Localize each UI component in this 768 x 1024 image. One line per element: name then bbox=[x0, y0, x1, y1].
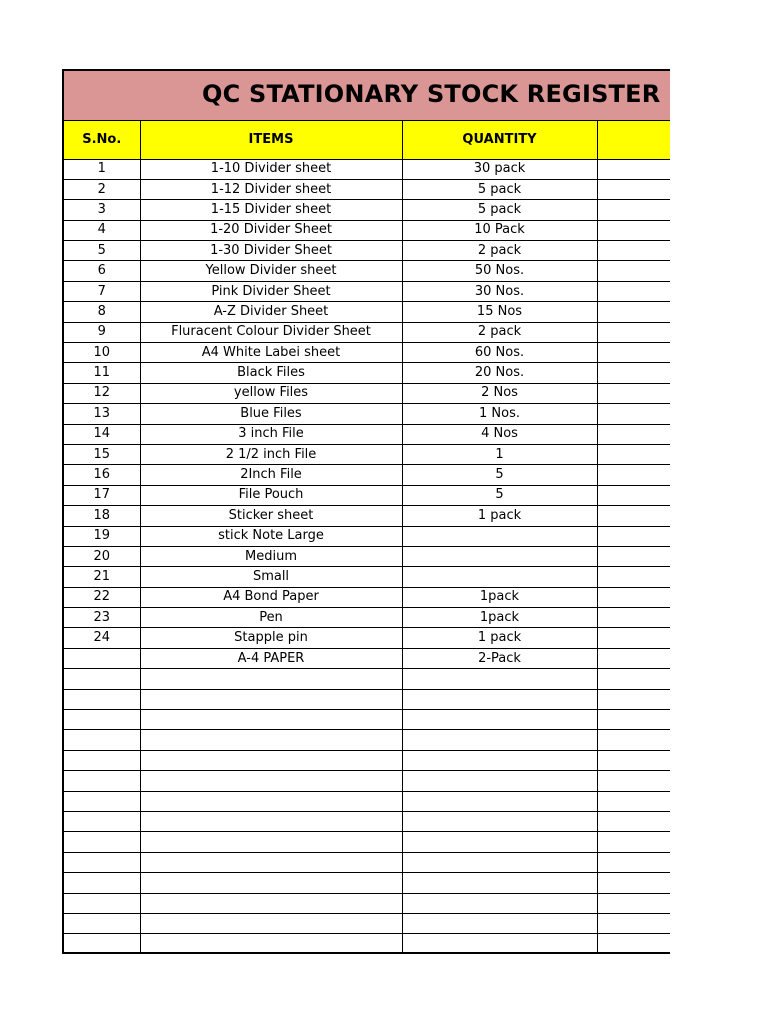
item-cell[interactable]: 1-10 Divider sheet bbox=[140, 159, 402, 179]
quantity-cell[interactable] bbox=[402, 710, 597, 730]
extra-cell[interactable] bbox=[597, 444, 670, 464]
extra-cell[interactable] bbox=[597, 750, 670, 770]
extra-cell[interactable] bbox=[597, 628, 670, 648]
extra-cell[interactable] bbox=[597, 648, 670, 668]
item-cell[interactable] bbox=[140, 791, 402, 811]
table-row bbox=[64, 913, 670, 933]
quantity-cell[interactable]: 60 Nos. bbox=[402, 343, 597, 363]
quantity-cell[interactable]: 2 pack bbox=[402, 322, 597, 342]
table-row bbox=[64, 689, 670, 709]
item-cell[interactable]: Black Files bbox=[140, 363, 402, 383]
quantity-cell[interactable]: 1 pack bbox=[402, 628, 597, 648]
sno-cell[interactable]: 14 bbox=[64, 424, 140, 444]
extra-cell[interactable] bbox=[597, 913, 670, 933]
table-row bbox=[64, 546, 670, 566]
sno-cell[interactable] bbox=[64, 934, 140, 954]
quantity-cell[interactable]: 20 Nos. bbox=[402, 363, 597, 383]
quantity-cell[interactable]: 1 Nos. bbox=[402, 404, 597, 424]
item-cell[interactable] bbox=[140, 689, 402, 709]
sno-cell[interactable]: 5 bbox=[64, 241, 140, 261]
table-row bbox=[64, 241, 670, 261]
quantity-cell[interactable]: 2 pack bbox=[402, 241, 597, 261]
quantity-cell[interactable] bbox=[402, 771, 597, 791]
item-cell[interactable]: 2 1/2 inch File bbox=[140, 444, 402, 464]
sno-cell[interactable] bbox=[64, 710, 140, 730]
item-cell[interactable]: Small bbox=[140, 567, 402, 587]
table-row bbox=[64, 343, 670, 363]
extra-cell[interactable] bbox=[597, 934, 670, 954]
item-cell[interactable] bbox=[140, 893, 402, 913]
table-row bbox=[64, 322, 670, 342]
extra-cell[interactable] bbox=[597, 730, 670, 750]
item-cell[interactable]: 1-30 Divider Sheet bbox=[140, 241, 402, 261]
quantity-cell[interactable] bbox=[402, 669, 597, 689]
sno-cell[interactable]: 1 bbox=[64, 159, 140, 179]
extra-cell[interactable] bbox=[597, 302, 670, 322]
quantity-cell[interactable] bbox=[402, 526, 597, 546]
quantity-cell[interactable] bbox=[402, 791, 597, 811]
extra-cell[interactable] bbox=[597, 424, 670, 444]
extra-cell[interactable] bbox=[597, 832, 670, 852]
quantity-cell[interactable]: 30 Nos. bbox=[402, 281, 597, 301]
quantity-cell[interactable]: 1pack bbox=[402, 587, 597, 607]
item-cell[interactable]: Yellow Divider sheet bbox=[140, 261, 402, 281]
table-row bbox=[64, 404, 670, 424]
table-row bbox=[64, 200, 670, 220]
quantity-cell[interactable]: 1 pack bbox=[402, 506, 597, 526]
item-cell[interactable]: 3 inch File bbox=[140, 424, 402, 444]
sno-cell[interactable]: 16 bbox=[64, 465, 140, 485]
table-row bbox=[64, 159, 670, 179]
item-cell[interactable] bbox=[140, 669, 402, 689]
table-row bbox=[64, 852, 670, 872]
item-cell[interactable] bbox=[140, 832, 402, 852]
extra-cell[interactable] bbox=[597, 159, 670, 179]
quantity-cell[interactable] bbox=[402, 832, 597, 852]
quantity-cell[interactable] bbox=[402, 913, 597, 933]
quantity-cell[interactable] bbox=[402, 689, 597, 709]
table-row bbox=[64, 832, 670, 852]
sno-cell[interactable]: 11 bbox=[64, 363, 140, 383]
sno-cell[interactable] bbox=[64, 852, 140, 872]
item-cell[interactable] bbox=[140, 730, 402, 750]
quantity-cell[interactable] bbox=[402, 750, 597, 770]
table-row bbox=[64, 485, 670, 505]
table-row bbox=[64, 302, 670, 322]
sno-cell[interactable]: 22 bbox=[64, 587, 140, 607]
table-row bbox=[64, 771, 670, 791]
table-row bbox=[64, 587, 670, 607]
table-row bbox=[64, 791, 670, 811]
sno-cell[interactable] bbox=[64, 669, 140, 689]
sno-cell[interactable] bbox=[64, 873, 140, 893]
extra-cell[interactable] bbox=[597, 771, 670, 791]
item-cell[interactable]: A-4 PAPER bbox=[140, 648, 402, 668]
sno-cell[interactable]: 8 bbox=[64, 302, 140, 322]
column-header-extra[interactable] bbox=[597, 121, 670, 159]
stock-table bbox=[64, 121, 670, 954]
page-title: QC STATIONARY STOCK REGISTER bbox=[202, 80, 661, 108]
quantity-cell[interactable]: 2 Nos bbox=[402, 383, 597, 403]
extra-cell[interactable] bbox=[597, 241, 670, 261]
quantity-cell[interactable]: 2-Pack bbox=[402, 648, 597, 668]
quantity-cell[interactable]: 5 bbox=[402, 465, 597, 485]
title-bar bbox=[64, 71, 670, 121]
sno-cell[interactable]: 10 bbox=[64, 343, 140, 363]
table-row bbox=[64, 648, 670, 668]
quantity-cell[interactable] bbox=[402, 852, 597, 872]
sno-cell[interactable]: 7 bbox=[64, 281, 140, 301]
table-row bbox=[64, 526, 670, 546]
table-row bbox=[64, 750, 670, 770]
table-row bbox=[64, 812, 670, 832]
item-cell[interactable]: stick Note Large bbox=[140, 526, 402, 546]
item-cell[interactable] bbox=[140, 934, 402, 954]
item-cell[interactable]: A-Z Divider Sheet bbox=[140, 302, 402, 322]
table-row bbox=[64, 281, 670, 301]
column-header-sno[interactable]: S.No. bbox=[64, 121, 140, 159]
item-cell[interactable] bbox=[140, 852, 402, 872]
quantity-cell[interactable] bbox=[402, 730, 597, 750]
sno-cell[interactable] bbox=[64, 730, 140, 750]
sno-cell[interactable] bbox=[64, 689, 140, 709]
sno-cell[interactable]: 21 bbox=[64, 567, 140, 587]
table-row bbox=[64, 261, 670, 281]
item-cell[interactable] bbox=[140, 750, 402, 770]
item-cell[interactable]: 1-20 Divider Sheet bbox=[140, 220, 402, 240]
sno-cell[interactable]: 18 bbox=[64, 506, 140, 526]
item-cell[interactable] bbox=[140, 812, 402, 832]
header-row bbox=[64, 121, 670, 159]
table-row bbox=[64, 567, 670, 587]
sno-cell[interactable] bbox=[64, 750, 140, 770]
sno-cell[interactable] bbox=[64, 832, 140, 852]
extra-cell[interactable] bbox=[597, 546, 670, 566]
quantity-cell[interactable] bbox=[402, 873, 597, 893]
extra-cell[interactable] bbox=[597, 791, 670, 811]
table-row bbox=[64, 424, 670, 444]
table-row bbox=[64, 873, 670, 893]
item-cell[interactable]: A4 White Labei sheet bbox=[140, 343, 402, 363]
sno-cell[interactable]: 17 bbox=[64, 485, 140, 505]
extra-cell[interactable] bbox=[597, 465, 670, 485]
quantity-cell[interactable]: 5 pack bbox=[402, 200, 597, 220]
sno-cell[interactable]: 9 bbox=[64, 322, 140, 342]
extra-cell[interactable] bbox=[597, 710, 670, 730]
sno-cell[interactable]: 12 bbox=[64, 383, 140, 403]
extra-cell[interactable] bbox=[597, 812, 670, 832]
table-row bbox=[64, 383, 670, 403]
table-row bbox=[64, 220, 670, 240]
sno-cell[interactable]: 2 bbox=[64, 179, 140, 199]
stock-register-sheet bbox=[62, 69, 670, 954]
extra-cell[interactable] bbox=[597, 383, 670, 403]
column-header-quantity[interactable]: QUANTITY bbox=[402, 121, 597, 159]
sno-cell[interactable]: 3 bbox=[64, 200, 140, 220]
quantity-cell[interactable]: 5 pack bbox=[402, 179, 597, 199]
sno-cell[interactable]: 19 bbox=[64, 526, 140, 546]
table-row bbox=[64, 934, 670, 954]
table-row bbox=[64, 710, 670, 730]
table-row bbox=[64, 628, 670, 648]
extra-cell[interactable] bbox=[597, 526, 670, 546]
item-cell[interactable] bbox=[140, 873, 402, 893]
quantity-cell[interactable]: 5 bbox=[402, 485, 597, 505]
sno-cell[interactable]: 13 bbox=[64, 404, 140, 424]
item-cell[interactable]: File Pouch bbox=[140, 485, 402, 505]
quantity-cell[interactable] bbox=[402, 893, 597, 913]
extra-cell[interactable] bbox=[597, 689, 670, 709]
item-cell[interactable]: Fluracent Colour Divider Sheet bbox=[140, 322, 402, 342]
sno-cell[interactable]: 15 bbox=[64, 444, 140, 464]
item-cell[interactable]: Pen bbox=[140, 608, 402, 628]
extra-cell[interactable] bbox=[597, 220, 670, 240]
quantity-cell[interactable]: 4 Nos bbox=[402, 424, 597, 444]
item-cell[interactable]: yellow Files bbox=[140, 383, 402, 403]
quantity-cell[interactable]: 10 Pack bbox=[402, 220, 597, 240]
extra-cell[interactable] bbox=[597, 608, 670, 628]
extra-cell[interactable] bbox=[597, 179, 670, 199]
extra-cell[interactable] bbox=[597, 873, 670, 893]
item-cell[interactable]: 2Inch File bbox=[140, 465, 402, 485]
sno-cell[interactable] bbox=[64, 771, 140, 791]
extra-cell[interactable] bbox=[597, 669, 670, 689]
extra-cell[interactable] bbox=[597, 404, 670, 424]
extra-cell[interactable] bbox=[597, 852, 670, 872]
extra-cell[interactable] bbox=[597, 587, 670, 607]
extra-cell[interactable] bbox=[597, 363, 670, 383]
item-cell[interactable]: 1-12 Divider sheet bbox=[140, 179, 402, 199]
item-cell[interactable] bbox=[140, 913, 402, 933]
table-row bbox=[64, 730, 670, 750]
extra-cell[interactable] bbox=[597, 343, 670, 363]
quantity-cell[interactable] bbox=[402, 812, 597, 832]
extra-cell[interactable] bbox=[597, 893, 670, 913]
extra-cell[interactable] bbox=[597, 281, 670, 301]
sno-cell[interactable]: 23 bbox=[64, 608, 140, 628]
item-cell[interactable] bbox=[140, 710, 402, 730]
table-row bbox=[64, 179, 670, 199]
item-cell[interactable]: 1-15 Divider sheet bbox=[140, 200, 402, 220]
sno-cell[interactable]: 20 bbox=[64, 546, 140, 566]
sno-cell[interactable] bbox=[64, 893, 140, 913]
item-cell[interactable]: Blue Files bbox=[140, 404, 402, 424]
quantity-cell[interactable]: 50 Nos. bbox=[402, 261, 597, 281]
extra-cell[interactable] bbox=[597, 567, 670, 587]
column-header-items[interactable]: ITEMS bbox=[140, 121, 402, 159]
table-row bbox=[64, 444, 670, 464]
table-row bbox=[64, 669, 670, 689]
extra-cell[interactable] bbox=[597, 506, 670, 526]
table-row bbox=[64, 465, 670, 485]
quantity-cell[interactable]: 1pack bbox=[402, 608, 597, 628]
item-cell[interactable]: Stapple pin bbox=[140, 628, 402, 648]
sno-cell[interactable] bbox=[64, 812, 140, 832]
sno-cell[interactable] bbox=[64, 791, 140, 811]
extra-cell[interactable] bbox=[597, 200, 670, 220]
quantity-cell[interactable]: 15 Nos bbox=[402, 302, 597, 322]
sno-cell[interactable]: 24 bbox=[64, 628, 140, 648]
table-row bbox=[64, 363, 670, 383]
item-cell[interactable]: Medium bbox=[140, 546, 402, 566]
sno-cell[interactable]: 4 bbox=[64, 220, 140, 240]
item-cell[interactable] bbox=[140, 771, 402, 791]
sno-cell[interactable]: 6 bbox=[64, 261, 140, 281]
quantity-cell[interactable] bbox=[402, 567, 597, 587]
sno-cell[interactable] bbox=[64, 648, 140, 668]
quantity-cell[interactable]: 1 bbox=[402, 444, 597, 464]
table-row bbox=[64, 893, 670, 913]
item-cell[interactable]: Sticker sheet bbox=[140, 506, 402, 526]
item-cell[interactable]: A4 Bond Paper bbox=[140, 587, 402, 607]
item-cell[interactable]: Pink Divider Sheet bbox=[140, 281, 402, 301]
extra-cell[interactable] bbox=[597, 261, 670, 281]
quantity-cell[interactable] bbox=[402, 934, 597, 954]
table-row bbox=[64, 506, 670, 526]
table-row bbox=[64, 608, 670, 628]
sno-cell[interactable] bbox=[64, 913, 140, 933]
quantity-cell[interactable] bbox=[402, 546, 597, 566]
extra-cell[interactable] bbox=[597, 322, 670, 342]
extra-cell[interactable] bbox=[597, 485, 670, 505]
quantity-cell[interactable]: 30 pack bbox=[402, 159, 597, 179]
